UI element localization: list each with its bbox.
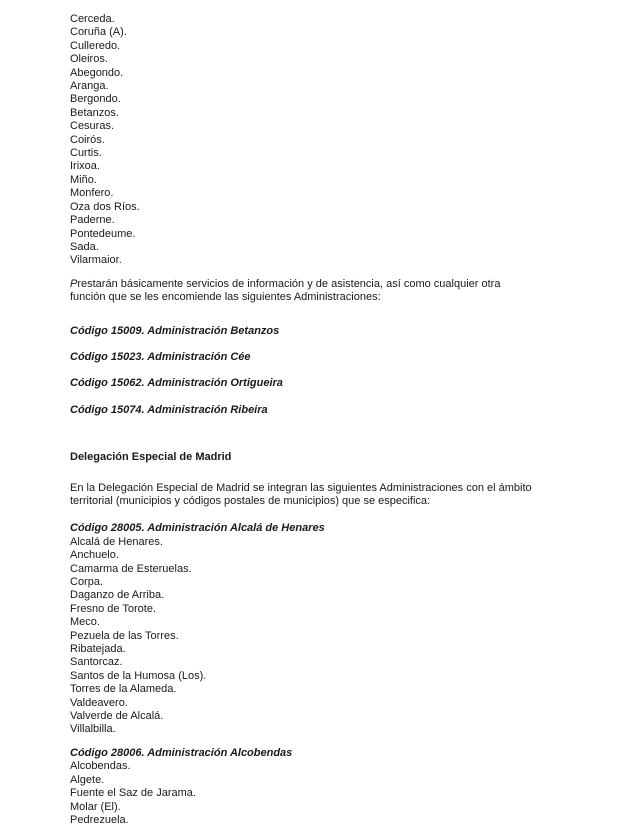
municipality-item: Anchuelo. — [70, 549, 119, 562]
municipality-item: Cesuras. — [70, 120, 115, 133]
municipality-item: Pontedeume. — [70, 227, 136, 240]
municipality-item: Pezuela de las Torres. — [70, 629, 179, 642]
municipality-item: Irixoa. — [70, 160, 100, 173]
paragraph-line: función que se les encomiende las siguientes Administraciones: — [70, 291, 381, 304]
admin-code-line: Código 15074. Administración Ribeira — [70, 403, 268, 416]
municipality-item: Betanzos. — [70, 106, 119, 119]
municipality-item: Santorcaz. — [70, 656, 123, 669]
admin-code-line: Código 15023. Administración Cée — [70, 350, 251, 363]
municipality-item: Monfero. — [70, 187, 114, 200]
admin-codes-list-coruna — [70, 325, 592, 418]
municipality-item: Cerceda. — [70, 13, 115, 25]
municipality-item: Sada. — [70, 240, 99, 253]
admin-code-line: Código 15009. Administración Betanzos — [70, 324, 280, 337]
municipality-item: Alcalá de Henares. — [70, 535, 163, 548]
madrid-intro-paragraph — [70, 482, 592, 509]
municipality-item: Coirós. — [70, 133, 105, 146]
intro-paragraph — [70, 278, 592, 305]
municipality-list-alcala — [70, 536, 592, 737]
municipality-item: Santos de la Humosa (Los). — [70, 669, 207, 682]
municipality-item: Coruña (A). — [70, 26, 127, 39]
municipality-item: Miño. — [70, 173, 97, 186]
admin-code-line: Código 15062. Administración Ortigueira — [70, 377, 283, 390]
municipality-item: Algete. — [70, 773, 105, 786]
section-heading-madrid: Delegación Especial de Madrid — [70, 451, 232, 464]
paragraph-line — [70, 278, 592, 291]
municipality-item: Curtis. — [70, 147, 102, 160]
municipality-item: Valdeavero. — [70, 696, 128, 709]
municipality-item: Molar (El). — [70, 800, 121, 813]
municipality-list-coruna — [70, 13, 592, 268]
admin-code-heading: Código 28005. Administración Alcalá de Henares — [70, 522, 325, 535]
municipality-item: Oza dos Ríos. — [70, 200, 140, 213]
municipality-item: Culleredo. — [70, 39, 121, 52]
municipality-item: Fresno de Torote. — [70, 602, 157, 615]
admin-code-heading: Código 28006. Administración Alcobendas — [70, 746, 293, 759]
municipality-item: Camarma de Esteruelas. — [70, 562, 192, 575]
admin-section-alcobendas — [70, 747, 592, 827]
municipality-item: Abegondo. — [70, 66, 124, 79]
paragraph-line: territorial (municipios y códigos postales de municipios) que se especifica: — [70, 494, 431, 507]
italic-lead-letter: P — [70, 277, 78, 290]
municipality-item: Alcobendas. — [70, 760, 131, 773]
admin-section-alcala-de-henares — [70, 522, 592, 737]
municipality-item: Oleiros. — [70, 53, 108, 66]
municipality-item: Valverde de Alcalá. — [70, 710, 164, 723]
municipality-item: Vilarmaior. — [70, 254, 122, 267]
municipality-item: Corpa. — [70, 576, 104, 588]
paragraph-line: En la Delegación Especial de Madrid se integran las siguientes Administraciones con el ámbito — [70, 481, 532, 494]
municipality-item: Fuente el Saz de Jarama. — [70, 787, 196, 800]
municipality-item: Bergondo. — [70, 93, 121, 106]
municipality-item: Pedrezuela. — [70, 813, 129, 826]
municipality-item: Ribatejada. — [70, 643, 126, 656]
municipality-item: Aranga. — [70, 80, 109, 93]
municipality-item: Torres de la Alameda. — [70, 683, 177, 696]
municipality-list-alcobendas — [70, 760, 592, 827]
municipality-item: Paderne. — [70, 214, 115, 227]
paragraph-text: restarán básicamente servicios de información y de asistencia, así como cualquier otra — [77, 277, 501, 290]
municipality-item: Daganzo de Arriba. — [70, 589, 165, 602]
municipality-item: Villalbilla. — [70, 723, 116, 736]
municipality-item: Meco. — [70, 616, 100, 629]
